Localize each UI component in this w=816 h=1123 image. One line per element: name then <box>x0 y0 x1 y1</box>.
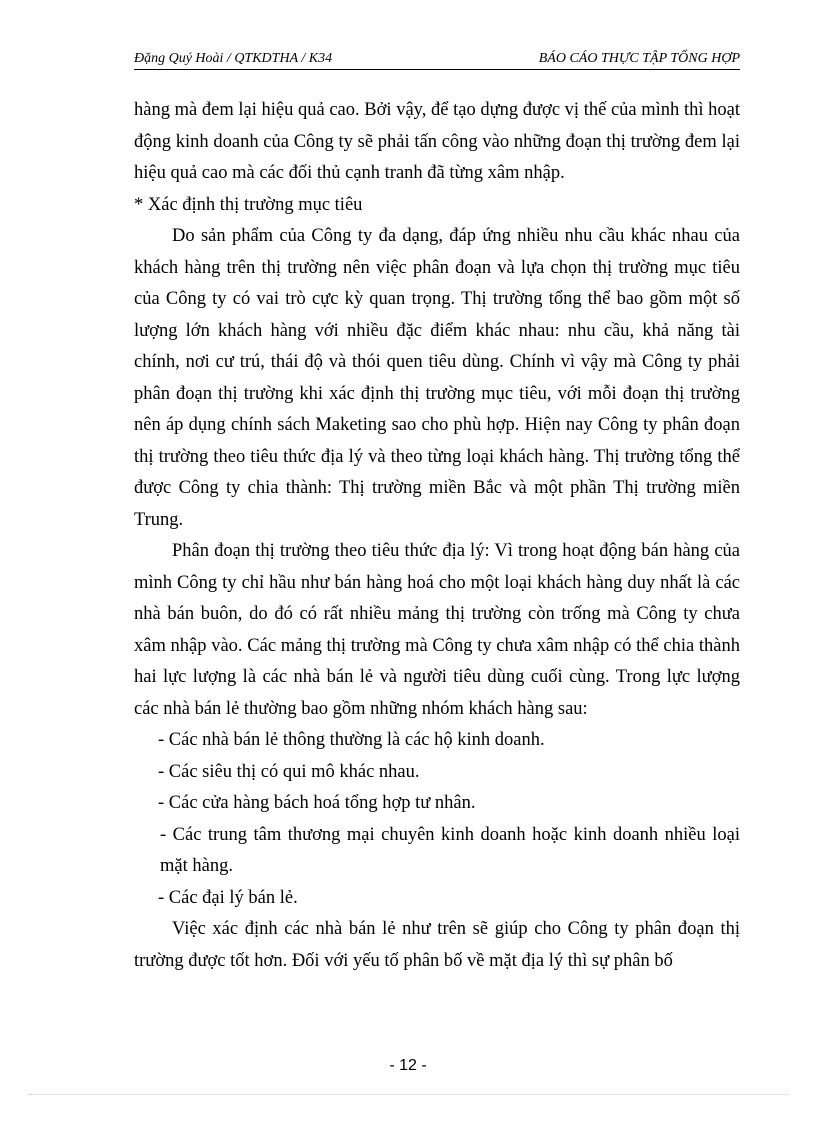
list-item: - Các nhà bán lẻ thông thường là các hộ kinh doanh. <box>158 730 545 750</box>
document-body <box>134 95 740 977</box>
section-heading: * Xác định thị trường mục tiêu <box>134 194 363 215</box>
list-item: - Các trung tâm thương mại chuyên kinh doanh hoặc kinh doanh nhiều loại mặt hàng. <box>160 824 740 876</box>
paragraph: Do sản phẩm của Công ty đa dạng, đáp ứng nhiều nhu cầu khác nhau của khách hàng trên thị trường nên việc phân đoạn và lựa chọn thị trường mục tiêu của Công ty có vai trò cực kỳ quan trọng. Thị trường tổng thể bao gồm một số lượng lớn khách hàng với nhiều đặc điểm khác nhau: nhu cầu, khả năng tài chính, nơi cư trú, thái độ và thói quen tiêu dùng. Chính vì vậy mà Công ty phải phân đoạn thị trường khi xác định thị trường mục tiêu, với mỗi đoạn thị trường nên áp dụng chính sách Maketing sao cho phù hợp. Hiện nay Công ty phân đoạn thị trường theo tiêu thức địa lý và theo từng loại khách hàng. Thị trường tổng thể được Công ty chia thành: Thị trường miền Bắc và một phần Thị trường miền Trung. <box>134 226 740 530</box>
header-title: BÁO CÁO THỰC TẬP TỔNG HỢP <box>538 51 740 66</box>
footer-divider <box>28 1094 788 1095</box>
paragraph: Việc xác định các nhà bán lẻ như trên sẽ giúp cho Công ty phân đoạn thị trường được tốt hơn. Đối với yếu tố phân bố về mặt địa lý thì sự phân bố <box>134 919 740 971</box>
list-item: - Các cửa hàng bách hoá tổng hợp tư nhân. <box>158 793 476 813</box>
paragraph: Phân đoạn thị trường theo tiêu thức địa lý: Vì trong hoạt động bán hàng của mình Công ty chỉ hầu như bán hàng hoá cho một loại khách hàng duy nhất là các nhà bán buôn, do đó có rất nhiều mảng thị trường còn trống mà Công ty chưa xâm nhập vào. Các mảng thị trường mà Công ty chưa xâm nhập có thể chia thành hai lực lượng là các nhà bán lẻ và người tiêu dùng cuối cùng. Trong lực lượng các nhà bán lẻ thường bao gồm những nhóm khách hàng sau: <box>134 541 740 719</box>
list-item: - Các siêu thị có qui mô khác nhau. <box>158 761 420 782</box>
paragraph: hàng mà đem lại hiệu quả cao. Bởi vậy, để tạo dựng được vị thế của mình thì hoạt động kinh doanh của Công ty sẽ phải tấn công vào những đoạn thị trường đem lại hiệu quả cao mà các đối thủ cạnh tranh đã từng xâm nhập. <box>134 100 740 183</box>
page-number: - 12 - <box>389 1057 427 1074</box>
header-author: Đặng Quý Hoài / QTKDTHA / K34 <box>134 51 333 66</box>
page-header <box>134 48 740 70</box>
list-item: - Các đại lý bán lẻ. <box>158 887 298 908</box>
